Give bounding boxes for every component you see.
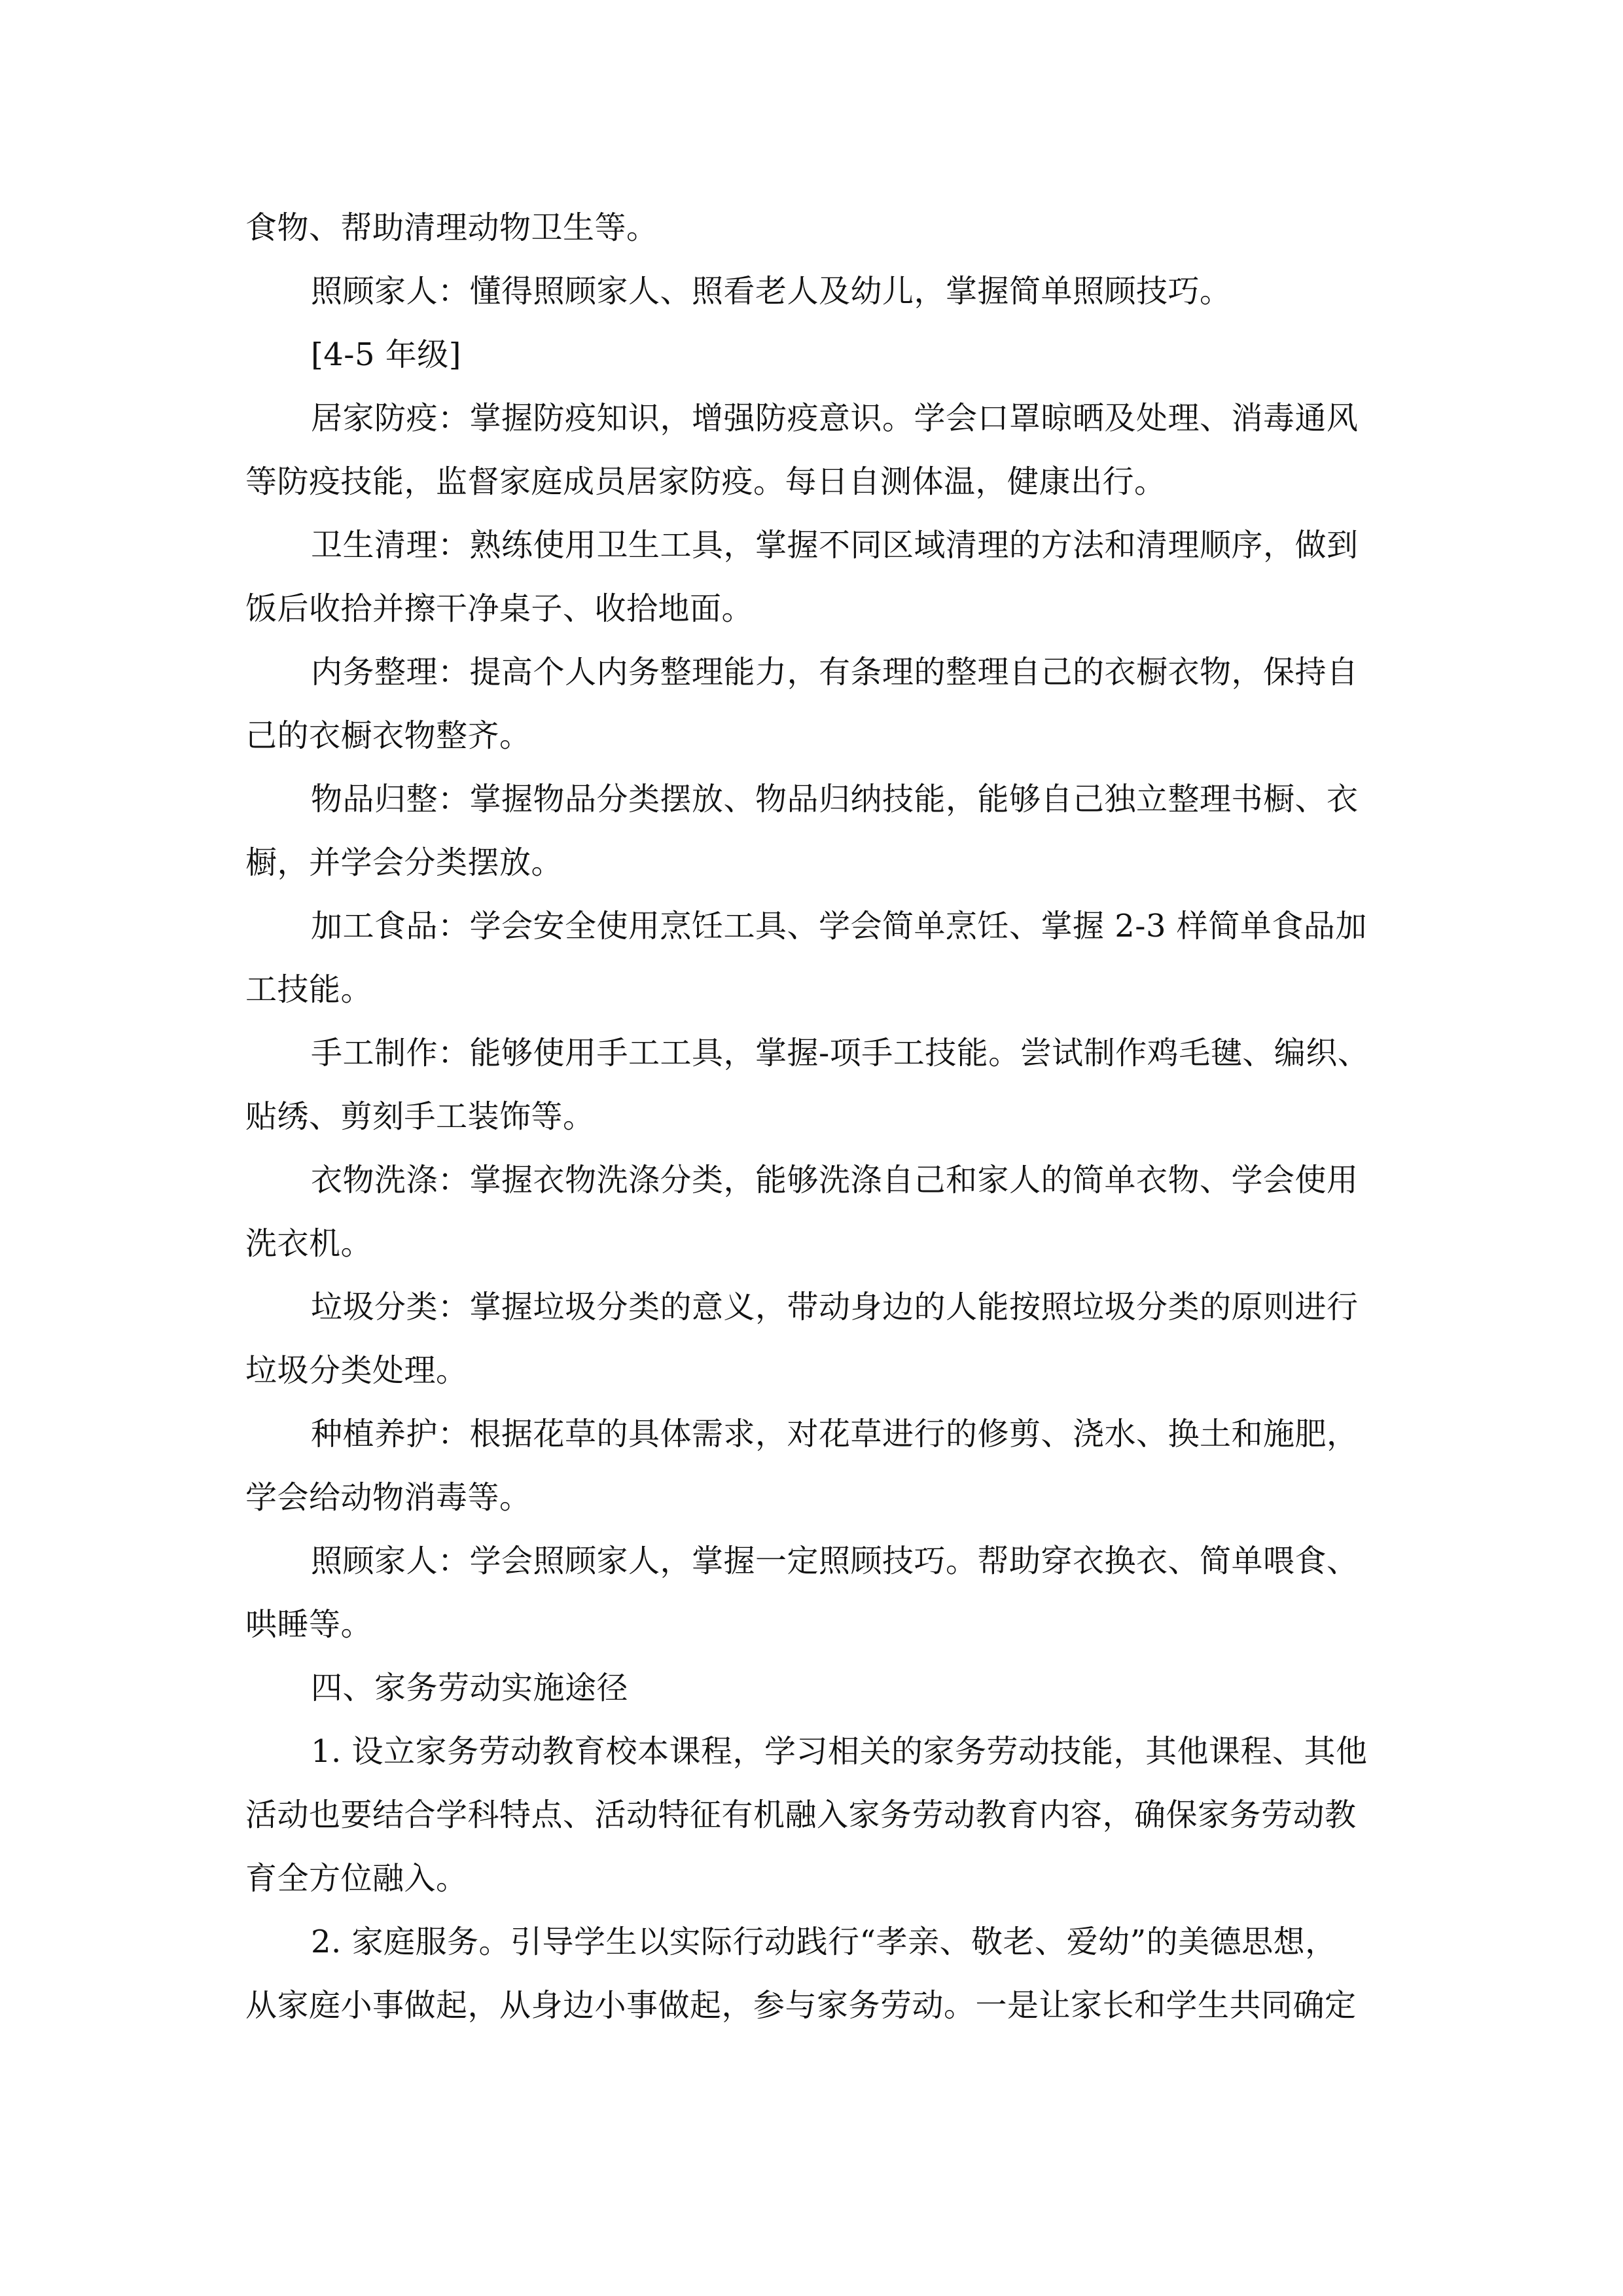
text-line: [4-5 年级] — [311, 336, 462, 373]
text-line: 手工制作：能够使用手工工具，掌握-项手工技能。尝试制作鸡毛毽、编织、 — [311, 1035, 1370, 1071]
text-line: 种植养护：根据花草的具体需求，对花草进行的修剪、浇水、换土和施肥， — [311, 1416, 1359, 1452]
text-line: 活动也要结合学科特点、活动特征有机融入家务劳动教育内容，确保家务劳动教 — [245, 1797, 1357, 1833]
text-line: 工技能。 — [245, 971, 373, 1008]
text-line: 四、家务劳动实施途径 — [311, 1670, 629, 1706]
document-body — [245, 196, 1384, 2037]
text-line: 1. 设立家务劳动教育校本课程，学习相关的家务劳动技能，其他课程、其他 — [311, 1733, 1368, 1770]
text-line: 等防疫技能，监督家庭成员居家防疫。每日自测体温，健康出行。 — [245, 463, 1166, 500]
text-line: 物品归整：掌握物品分类摆放、物品归纳技能，能够自己独立整理书橱、衣 — [311, 781, 1359, 817]
text-line: 橱，并学会分类摆放。 — [245, 844, 563, 881]
text-line: 从家庭小事做起，从身边小事做起，参与家务劳动。一是让家长和学生共同确定 — [245, 1987, 1357, 2024]
text-line: 食物、帮助清理动物卫生等。 — [245, 209, 658, 246]
text-line: 垃圾分类：掌握垃圾分类的意义，带动身边的人能按照垃圾分类的原则进行 — [311, 1289, 1359, 1325]
text-line: 贴绣、剪刻手工装饰等。 — [245, 1098, 595, 1135]
text-line: 衣物洗涤：掌握衣物洗涤分类，能够洗涤自己和家人的简单衣物、学会使用 — [311, 1162, 1359, 1198]
text-line: 2. 家庭服务。引导学生以实际行动践行“孝亲、敬老、爱幼”的美德思想， — [311, 1924, 1337, 1960]
text-line: 内务整理：提高个人内务整理能力，有条理的整理自己的衣橱衣物，保持自 — [311, 654, 1359, 691]
text-line: 洗衣机。 — [245, 1225, 373, 1262]
text-line: 垃圾分类处理。 — [245, 1352, 468, 1389]
text-line: 卫生清理：熟练使用卫生工具，掌握不同区域清理的方法和清理顺序，做到 — [311, 527, 1359, 564]
text-line: 居家防疫：掌握防疫知识，增强防疫意识。学会口罩晾晒及处理、消毒通风 — [311, 400, 1359, 437]
text-line: 照顾家人：懂得照顾家人、照看老人及幼儿，掌握简单照顾技巧。 — [311, 273, 1232, 310]
text-line: 己的衣橱衣物整齐。 — [245, 717, 531, 754]
text-line: 育全方位融入。 — [245, 1860, 468, 1897]
text-line: 学会给动物消毒等。 — [245, 1479, 531, 1516]
text-line: 哄睡等。 — [245, 1606, 373, 1643]
text-line: 照顾家人：学会照顾家人，掌握一定照顾技巧。帮助穿衣换衣、简单喂食、 — [311, 1543, 1359, 1579]
text-line: 饭后收拾并擦干净桌子、收拾地面。 — [245, 590, 754, 627]
text-line: 加工食品：学会安全使用烹饪工具、学会简单烹饪、掌握 2-3 样简单食品加 — [311, 908, 1367, 944]
